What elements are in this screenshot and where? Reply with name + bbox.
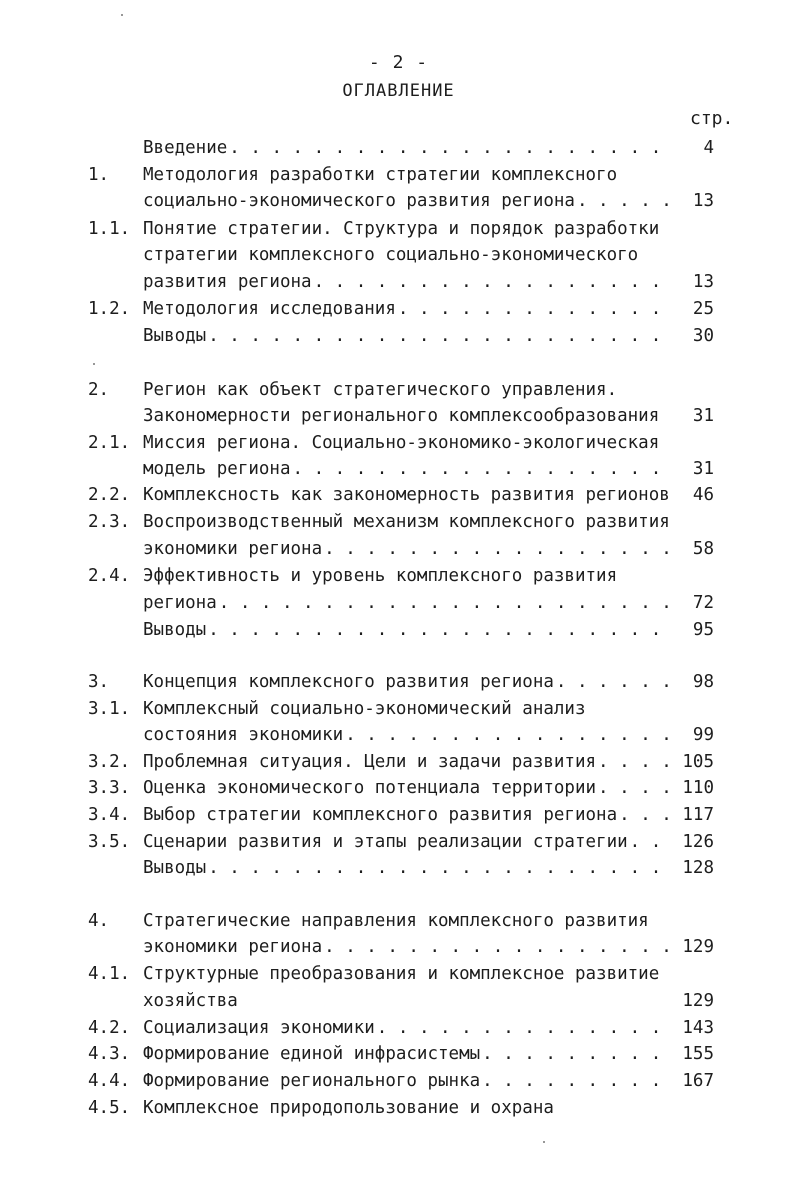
toc-section-3-2 [0,749,797,775]
toc-section-2-1-cont [0,456,797,482]
toc-entry-page: 31 [692,406,714,426]
toc-conclusions-3 [0,855,797,881]
toc-section-3-1-cont [0,722,797,748]
toc-section-title-cont: модель региона [143,459,291,479]
toc-section-title: Структурные преобразования и комплексное развитие [143,964,660,984]
toc-section-title: Комплексный социально-экономический анализ [143,699,586,719]
toc-section-1-2 [0,296,797,322]
toc-section-3-4 [0,802,797,828]
toc-section-2-3 [0,509,797,535]
toc-title: ОГЛАВЛЕНИЕ [342,81,455,101]
toc-entry-page: 25 [692,299,714,319]
toc-section-title: Выбор стратегии комплексного развития региона [143,805,618,825]
toc-section-1-1-cont [0,242,797,268]
toc-entry-text: Введение [143,138,228,158]
toc-chapter-title: Регион как объект стратегического управления. [143,380,618,400]
page-column-header: стр. [690,108,734,129]
toc-section-number: 2.3. [88,512,131,532]
toc-chapter-2-cont [0,403,797,429]
toc-section-title: Миссия региона. Социально-экономико-экологическая [143,433,660,453]
toc-entry-page: 167 [682,1071,714,1091]
toc-section-4-4 [0,1068,797,1094]
scan-speck [121,14,123,16]
toc-section-title-cont: стратегии комплексного социально-экономического [143,245,639,265]
toc-entry-page: 31 [692,459,714,479]
toc-entry-page: 126 [682,832,714,852]
toc-section-2-1 [0,430,797,456]
toc-section-4-1 [0,961,797,987]
toc-section-4-1-cont [0,988,797,1014]
toc-section-title-cont: состояния экономики [143,725,344,745]
toc-chapter-title: Стратегические направления комплексного развития [143,911,649,931]
toc-section-number: 2.2. [88,485,131,505]
toc-entry-page: 129 [682,991,714,1011]
toc-entry-page: 128 [682,858,714,878]
toc-entry-page: 143 [682,1018,714,1038]
toc-section-number: 4.3. [88,1044,131,1064]
toc-section-number: 2.4. [88,566,131,586]
toc-chapter-3 [0,669,797,695]
toc-entry-page: 13 [692,272,714,292]
toc-entry-page: 105 [682,752,714,772]
toc-section-title: Комплексное природопользование и охрана [143,1098,554,1118]
toc-entry-page: 117 [682,805,714,825]
toc-chapter-number: 2. [88,380,110,400]
toc-section-title: Формирование единой инфрасистемы [143,1044,481,1064]
toc-entry-page: 46 [692,485,714,505]
toc-entry-page: 4 [703,138,714,158]
toc-section-number: 1.1. [88,219,131,239]
toc-section-title: Методология исследования [143,299,396,319]
toc-section-title-cont: экономики региона [143,539,323,559]
toc-section-title: Социализация экономики [143,1018,375,1038]
toc-section-number: 3.2. [88,752,131,772]
toc-conclusions-text: Выводы [143,326,207,346]
toc-chapter-number: 1. [88,165,110,185]
toc-chapter-2 [0,377,797,403]
toc-section-title: Воспроизводственный механизм комплексного развития [143,512,670,532]
toc-conclusions-text: Выводы [143,858,207,878]
toc-section-title: Формирование регионального рынка [143,1071,481,1091]
toc-section-1-1-cont2 [0,269,797,295]
toc-chapter-4 [0,908,797,934]
toc-section-title: Эффективность и уровень комплексного развития [143,566,618,586]
toc-section-number: 3.3. [88,778,131,798]
toc-entry-page: 129 [682,937,714,957]
toc-conclusions-text: Выводы [143,620,207,640]
toc-section-title-cont: региона [143,593,217,613]
toc-section-title: Оценка экономического потенциала территории [143,778,597,798]
toc-section-title: Проблемная ситуация. Цели и задачи развития [143,752,597,772]
scan-speck [543,1141,545,1143]
toc-entry-page: 110 [682,778,714,798]
toc-chapter-title-cont: Закономерности регионального комплексообразования [143,406,660,426]
toc-entry-intro [0,135,797,161]
toc-section-number: 4.4. [88,1071,131,1091]
scan-speck [93,363,95,365]
toc-section-number: 3.5. [88,832,131,852]
toc-section-number: 4.2. [88,1018,131,1038]
toc-section-number: 4.5. [88,1098,131,1118]
toc-section-title: Понятие стратегии. Структура и порядок разработки [143,219,660,239]
toc-entry-page: 13 [692,191,714,211]
toc-entry-page: 98 [692,672,714,692]
toc-section-number: 3.1. [88,699,131,719]
toc-section-1-1 [0,216,797,242]
toc-chapter-number: 3. [88,672,110,692]
toc-section-number: 1.2. [88,299,131,319]
toc-chapter-title-cont: экономики региона [143,937,323,957]
toc-chapter-1-cont [0,188,797,214]
toc-section-number: 3.4. [88,805,131,825]
toc-section-2-2 [0,482,797,508]
toc-section-3-3 [0,775,797,801]
toc-entry-page: 95 [692,620,714,640]
toc-entry-page: 30 [692,326,714,346]
toc-section-2-3-cont [0,536,797,562]
toc-entry-page: 99 [692,725,714,745]
toc-entry-page: 155 [682,1044,714,1064]
toc-section-3-1 [0,696,797,722]
toc-chapter-title: Концепция комплексного развития региона [143,672,554,692]
toc-section-2-4 [0,563,797,589]
toc-entry-page: 58 [692,539,714,559]
toc-section-4-5 [0,1095,797,1121]
toc-entry-page: 72 [692,593,714,613]
toc-section-title: Комплексность как закономерность развития регионов [143,485,670,505]
toc-section-title-cont: развития региона [143,272,312,292]
toc-section-number: 4.1. [88,964,131,984]
toc-section-2-4-cont [0,590,797,616]
toc-chapter-title-cont: социально-экономического развития региона [143,191,575,211]
toc-chapter-title: Методология разработки стратегии комплексного [143,165,618,185]
toc-section-title: Сценарии развития и этапы реализации стратегии [143,832,628,852]
toc-section-title-cont: хозяйства [143,991,238,1011]
toc-section-number: 2.1. [88,433,131,453]
toc-chapter-1 [0,162,797,188]
toc-conclusions-1 [0,323,797,349]
toc-section-4-3 [0,1041,797,1067]
toc-section-3-5 [0,829,797,855]
toc-chapter-number: 4. [88,911,110,931]
page-number: - 2 - [368,52,429,73]
toc-conclusions-2 [0,617,797,643]
toc-chapter-4-cont [0,934,797,960]
toc-section-4-2 [0,1015,797,1041]
